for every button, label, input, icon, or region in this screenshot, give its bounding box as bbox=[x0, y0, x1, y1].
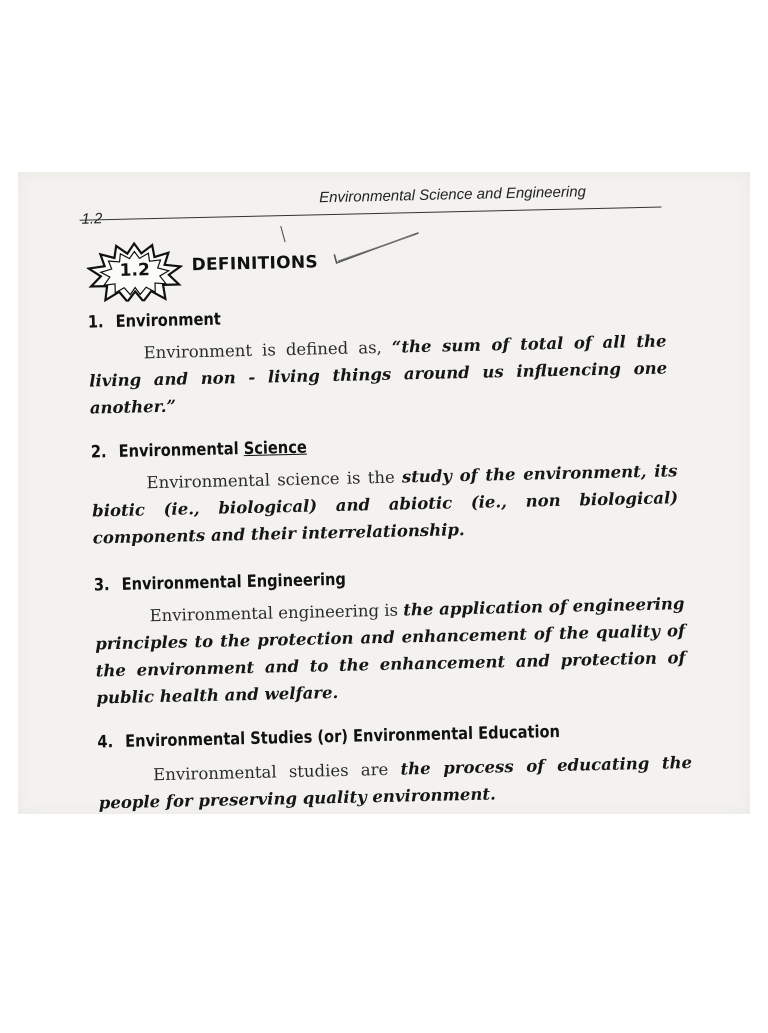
definition-text-environmental-science bbox=[91, 457, 679, 551]
definition-lead: Environment is defined as, bbox=[143, 337, 393, 363]
definition-emphasis: “the sum of total of all the living and non - living things around us influencing one another.” bbox=[89, 331, 668, 418]
definition-term-underlined: Science bbox=[243, 437, 308, 460]
definition-heading-environmental-science bbox=[91, 438, 307, 463]
definition-number: 4. bbox=[97, 732, 114, 753]
definition-text-environmental-engineering bbox=[94, 590, 686, 711]
section-badge bbox=[86, 240, 183, 302]
section-number: 1.2 bbox=[119, 260, 151, 281]
running-title: Environmental Science and Engineering bbox=[318, 183, 587, 207]
pen-tick-mark bbox=[330, 225, 421, 267]
definition-number: 2. bbox=[90, 442, 107, 463]
pen-stroke-mark bbox=[279, 224, 289, 244]
definition-lead: Environmental engineering is bbox=[149, 600, 404, 626]
definition-term: Environmental Engineering bbox=[121, 569, 347, 595]
definition-text-environment bbox=[88, 327, 668, 421]
definition-term: Environment bbox=[115, 309, 222, 332]
definition-emphasis: the process of educating the people for preserving quality environment. bbox=[98, 752, 693, 813]
definition-lead: Environmental studies are bbox=[152, 759, 401, 785]
definition-heading-environmental-engineering bbox=[94, 570, 346, 596]
page-number: 1.2 bbox=[81, 210, 103, 228]
definition-heading-environmental-studies bbox=[97, 722, 560, 752]
definition-lead: Environmental science is the bbox=[146, 467, 403, 493]
definition-term: Environmental bbox=[118, 439, 244, 462]
definition-text-environmental-studies bbox=[98, 749, 693, 816]
definition-number: 3. bbox=[93, 575, 110, 596]
header-rule bbox=[80, 207, 662, 221]
section-title: DEFINITIONS bbox=[191, 252, 319, 276]
definition-heading-environment bbox=[88, 310, 221, 333]
definition-emphasis: the application of engineering principles to the protection and enhancement of the quality of the environment and to the enhancement and protection of public health and welfare. bbox=[94, 594, 686, 708]
definition-number: 1. bbox=[87, 312, 104, 333]
definition-emphasis: study of the environment, its biotic (ie., biological) and abiotic (ie., non biological) components and their interrelationship. bbox=[91, 461, 679, 548]
definition-term: Environmental Studies (or) Environmental Education bbox=[124, 721, 561, 752]
